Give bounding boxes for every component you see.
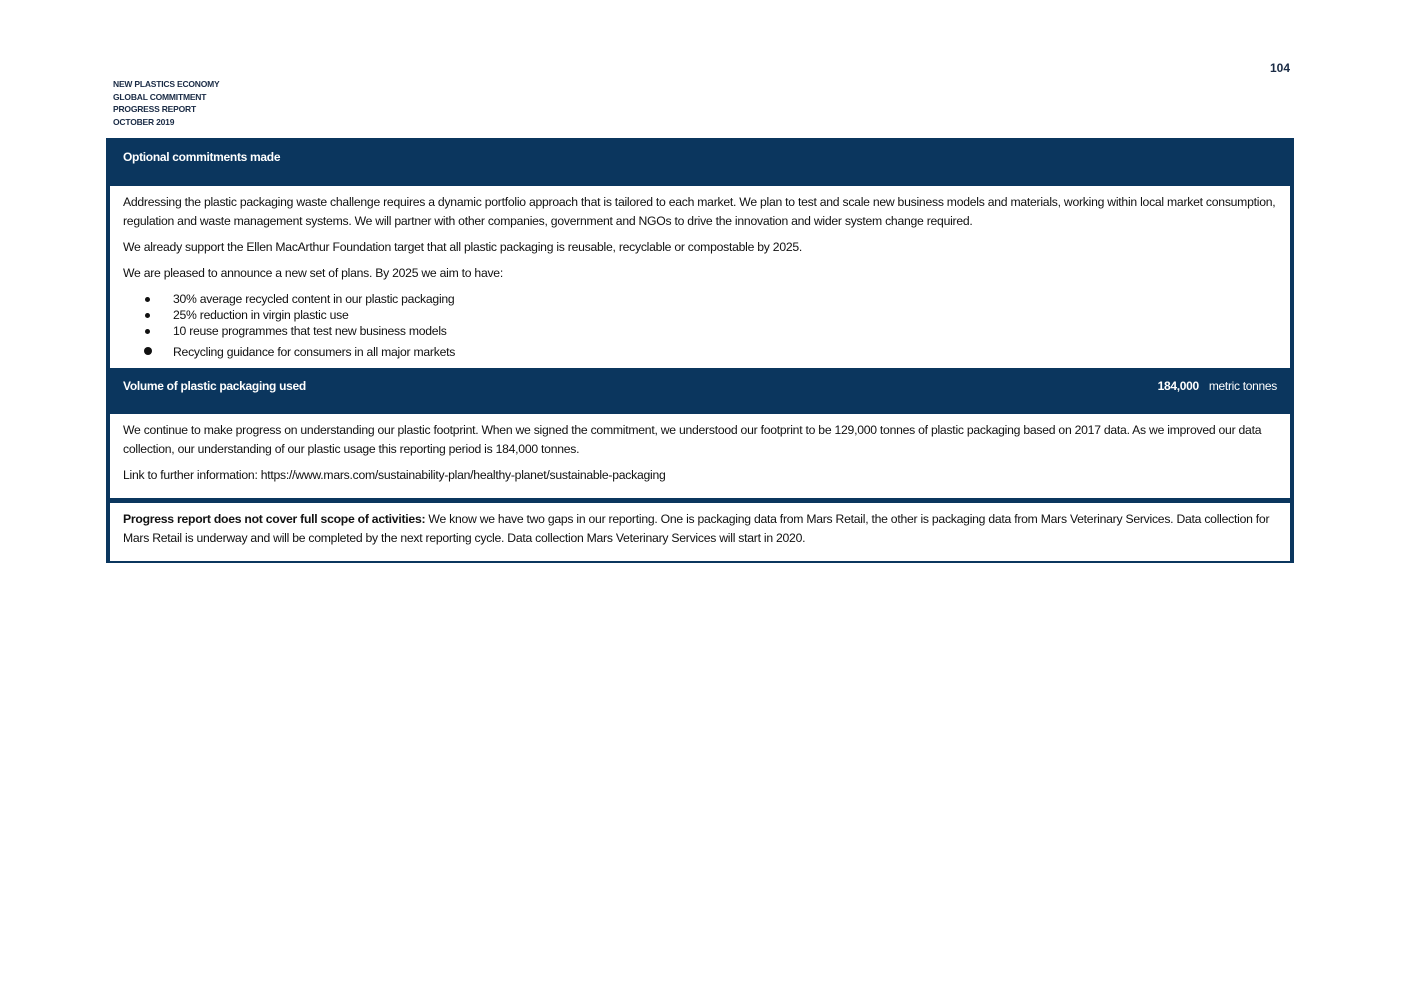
report-header — [113, 78, 220, 128]
scope-note-paragraph — [123, 510, 1281, 548]
report-header-line: GLOBAL COMMITMENT — [113, 91, 207, 102]
plan-item: Recycling guidance for consumers in all major markets — [123, 344, 1281, 360]
commitment-paragraph: We are pleased to announce a new set of plans. By 2025 we aim to have: — [123, 266, 503, 280]
scope-note-lead: Progress report does not cover full scope of activities: — [123, 512, 426, 526]
commitment-panel — [106, 138, 1294, 563]
plan-item: 30% average recycled content in our plastic packaging — [123, 291, 1281, 307]
volume-title: Volume of plastic packaging used — [123, 379, 306, 393]
further-info-link[interactable]: Link to further information: https://www.mars.com/sustainability-plan/healthy-planet/sustainable-packaging — [123, 468, 666, 482]
report-header-line: PROGRESS REPORT — [113, 104, 196, 114]
plans-list — [123, 291, 1281, 360]
volume-body — [110, 414, 1290, 498]
volume-value-group — [1158, 379, 1277, 414]
volume-value: 184,000 — [1157, 379, 1199, 393]
scope-note — [110, 503, 1290, 561]
page-number: 104 — [1269, 61, 1290, 75]
scope-note-text: We know we have two gaps in our reporting. One is packaging data from Mars Retail, the other is packaging data from Mars Veterinary Services. Data collection for Mars Retail is underway and will be completed by the next reporting cycle. Data collection Mars Veterinary Services will start in 2020. — [123, 512, 1270, 545]
volume-paragraph: We continue to make progress on understanding our plastic footprint. When we signed the commitment, we understood our footprint to be 129,000 tonnes of plastic packaging based on 2017 data. As we improved our data collection, our understanding of our plastic usage this reporting period is 184,000 tonnes. — [123, 423, 1262, 456]
commitment-paragraph: Addressing the plastic packaging waste challenge requires a dynamic portfolio approach that is tailored to each market. We plan to test and scale new business models and materials, working within local market consumption, regulation and waste management systems. We will partner with other companies, government and NGOs to drive the innovation and wider system change required. — [123, 195, 1276, 228]
volume-unit: metric tonnes — [1208, 379, 1277, 393]
plan-item: 25% reduction in virgin plastic use — [123, 307, 1281, 323]
optional-commitments-body — [110, 186, 1290, 368]
volume-header — [110, 368, 1290, 414]
optional-commitments-header — [110, 138, 1290, 186]
report-header-line: NEW PLASTICS ECONOMY — [113, 79, 220, 89]
plan-item: 10 reuse programmes that test new business models — [123, 323, 1281, 339]
optional-commitments-title: Optional commitments made — [123, 150, 281, 164]
commitment-paragraph: We already support the Ellen MacArthur Foundation target that all plastic packaging is reusable, recyclable or compostable by 2025. — [123, 240, 803, 254]
report-header-line: OCTOBER 2019 — [113, 116, 175, 127]
